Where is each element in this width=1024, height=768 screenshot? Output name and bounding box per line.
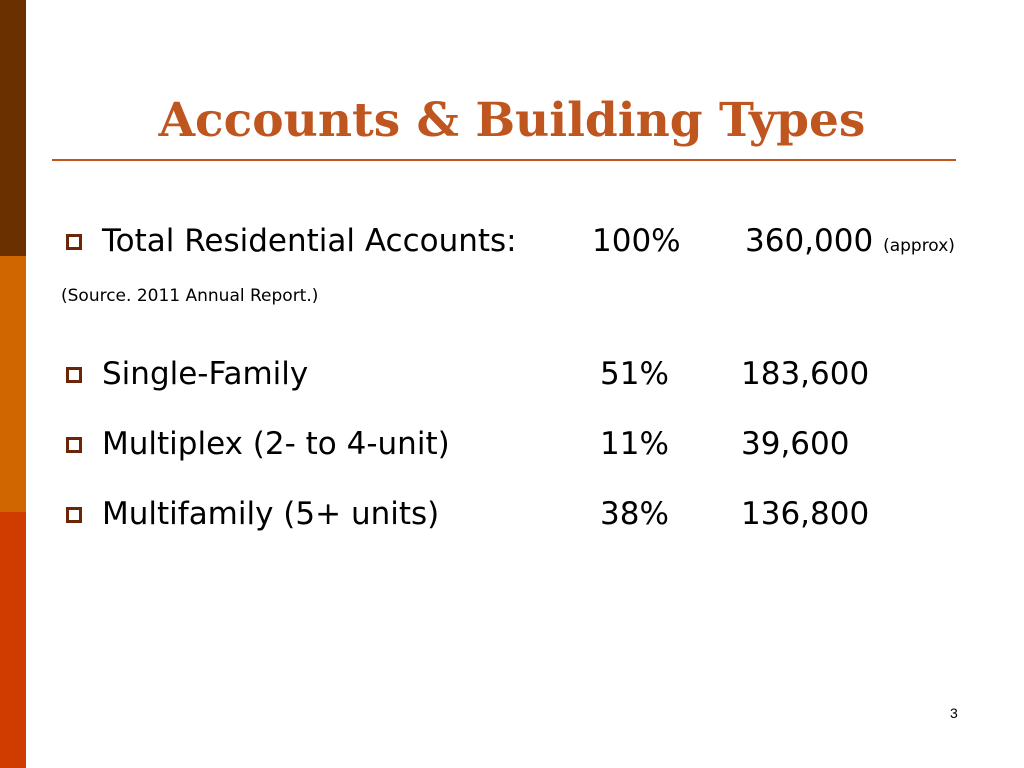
total-accounts-percent: 100% bbox=[592, 223, 681, 259]
building-type-label: Multiplex (2- to 4-unit) bbox=[102, 426, 450, 462]
bullet-icon bbox=[66, 437, 82, 453]
total-accounts-approx-note: (approx) bbox=[883, 236, 955, 256]
bullet-icon bbox=[66, 367, 82, 383]
page-number: 3 bbox=[950, 705, 958, 721]
building-type-row bbox=[0, 494, 1024, 534]
title-underline bbox=[52, 159, 956, 161]
sidebar-band-bottom bbox=[0, 512, 26, 768]
building-type-row bbox=[0, 354, 1024, 394]
bullet-icon bbox=[66, 234, 82, 250]
total-accounts-row bbox=[0, 221, 1024, 261]
building-type-row bbox=[0, 424, 1024, 464]
total-accounts-count: 360,000 bbox=[745, 223, 874, 259]
slide-title: Accounts & Building Types bbox=[158, 93, 866, 148]
total-accounts-count-group bbox=[745, 221, 955, 266]
building-type-percent: 11% bbox=[600, 426, 669, 462]
building-type-count: 183,600 bbox=[741, 356, 870, 392]
building-type-count: 136,800 bbox=[741, 496, 870, 532]
building-type-label: Single-Family bbox=[102, 356, 309, 392]
building-type-count: 39,600 bbox=[741, 426, 850, 462]
building-type-label: Multifamily (5+ units) bbox=[102, 496, 440, 532]
total-accounts-label: Total Residential Accounts: bbox=[102, 223, 517, 259]
building-type-percent: 51% bbox=[600, 356, 669, 392]
bullet-icon bbox=[66, 507, 82, 523]
source-note: (Source. 2011 Annual Report.) bbox=[61, 286, 319, 306]
building-type-percent: 38% bbox=[600, 496, 669, 532]
